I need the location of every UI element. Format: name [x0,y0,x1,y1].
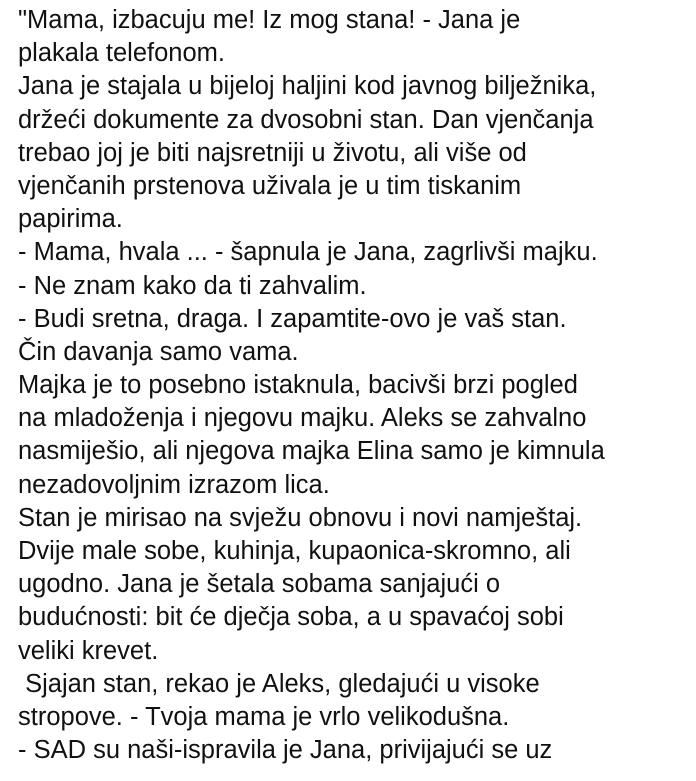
text-line-8: - Mama, hvala ... - šapnula je Jana, zagrlivši majku. [18,238,598,267]
text-line-19: budućnosti: bit će dječja soba, a u spavaćoj sobi [18,603,564,632]
text-line-6: vjenčanih prstenova uživala je u tim tiskanim [18,171,522,200]
text-line-13: na mladoženja i njegovu majku. Aleks se zahvalno [18,404,587,433]
document-body [18,4,690,767]
text-line-14: nasmiješio, ali njegova majka Elina samo je kimnula [18,437,605,466]
text-line-18: ugodno. Jana je šetala sobama sanjajući o [18,570,500,599]
text-line-10: - Budi sretna, draga. I zapamtite-ovo je vaš stan. [18,304,567,333]
text-line-16: Stan je mirisao na svježu obnovu i novi namještaj. [18,503,583,532]
text-line-1: "Mama, izbacuju me! Iz mog stana! - Jana je [18,6,521,34]
text-line-23: - SAD su naši-ispravila je Jana, privijajući se uz [18,736,553,765]
text-line-12: Majka je to posebno istaknula, bacivši brzi pogled [18,371,578,400]
text-line-5: trebao joj je biti najsretniji u životu, ali više od [18,138,527,167]
text-line-17: Dvije male sobe, kuhinja, kupaonica-skromno, ali [18,537,571,565]
text-line-4: držeći dokumente za dvosobni stan. Dan vjenčanja [18,105,594,134]
text-line-21: Sjajan stan, rekao je Aleks, gledajući u visoke [18,669,540,698]
text-line-20: veliki krevet. [18,636,159,665]
text-line-15: nezadovoljnim izrazom lica. [18,470,330,499]
text-line-9: - Ne znam kako da ti zahvalim. [18,271,367,300]
text-line-2: plakala telefonom. [18,39,225,68]
text-line-11: Čin davanja samo vama. [18,337,299,366]
text-line-22: stropove. - Tvoja mama je vrlo velikodušna. [18,702,510,731]
text-line-7: papirima. [18,205,123,234]
text-line-3: Jana je stajala u bijeloj haljini kod javnog bilježnika, [18,72,597,101]
